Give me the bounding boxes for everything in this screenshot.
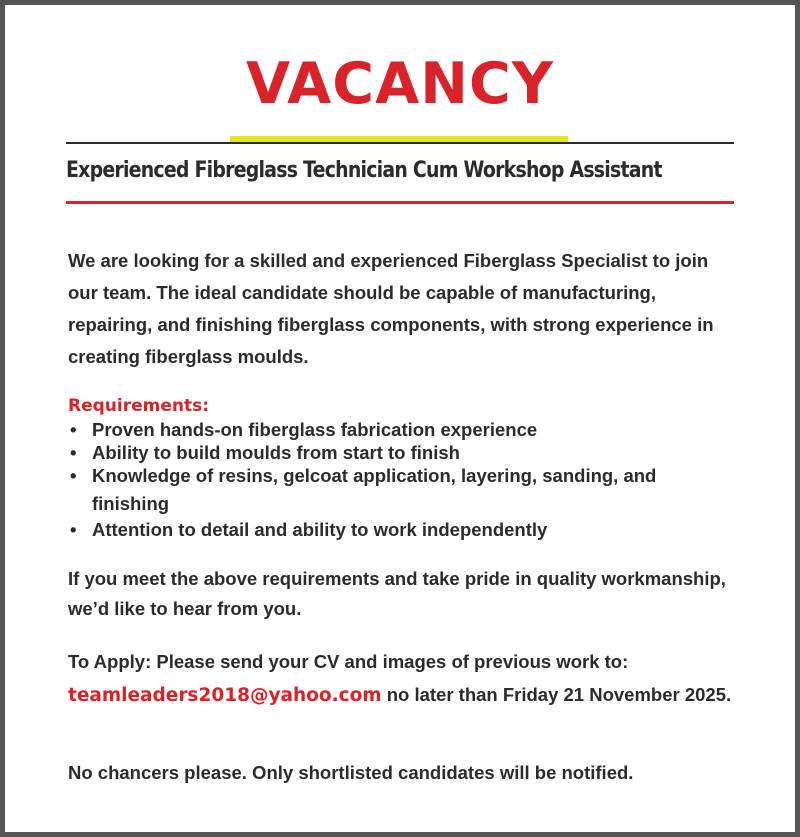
apply-deadline: no later than Friday 21 November 2025. bbox=[381, 684, 732, 705]
closing-paragraph: If you meet the above requirements and take pride in quality workmanship, we’d like to hear from you. bbox=[68, 568, 726, 619]
title-divider bbox=[66, 142, 734, 144]
disclaimer: No chancers please. Only shortlisted candidates will be notified. bbox=[68, 762, 634, 783]
requirement-text: Attention to detail and ability to work independently bbox=[92, 519, 548, 540]
job-title-divider bbox=[66, 201, 734, 204]
apply-contact bbox=[68, 678, 736, 712]
bullet-icon: • bbox=[70, 519, 77, 540]
bullet-icon: • bbox=[70, 442, 77, 463]
page-title: VACANCY bbox=[245, 51, 555, 117]
intro-paragraph: We are looking for a skilled and experienced Fiberglass Specialist to join our team. The ideal candidate should be capable of manufacturing, repairing, and finishing fiberglass components, with strong experience in creating fiberglass moulds. bbox=[68, 250, 714, 367]
requirement-text: Ability to build moulds from start to finish bbox=[92, 442, 460, 463]
requirement-item bbox=[68, 418, 736, 441]
requirements-list bbox=[68, 418, 736, 541]
requirements-heading: Requirements: bbox=[68, 396, 210, 416]
apply-paragraph bbox=[68, 645, 736, 712]
bullet-icon: • bbox=[70, 419, 77, 440]
job-title: Experienced Fibreglass Technician Cum Workshop Assistant bbox=[66, 158, 662, 183]
requirement-item bbox=[68, 462, 736, 518]
requirement-item bbox=[68, 518, 736, 541]
requirement-text: Proven hands-on fiberglass fabrication experience bbox=[92, 419, 538, 440]
bullet-icon: • bbox=[70, 465, 77, 486]
email-link[interactable]: teamleaders2018@yahoo.com bbox=[68, 685, 382, 706]
apply-intro: To Apply: Please send your CV and images of previous work to: bbox=[68, 651, 629, 672]
requirement-text: Knowledge of resins, gelcoat application, layering, sanding, and finishing bbox=[92, 465, 657, 514]
requirement-item bbox=[68, 441, 736, 464]
